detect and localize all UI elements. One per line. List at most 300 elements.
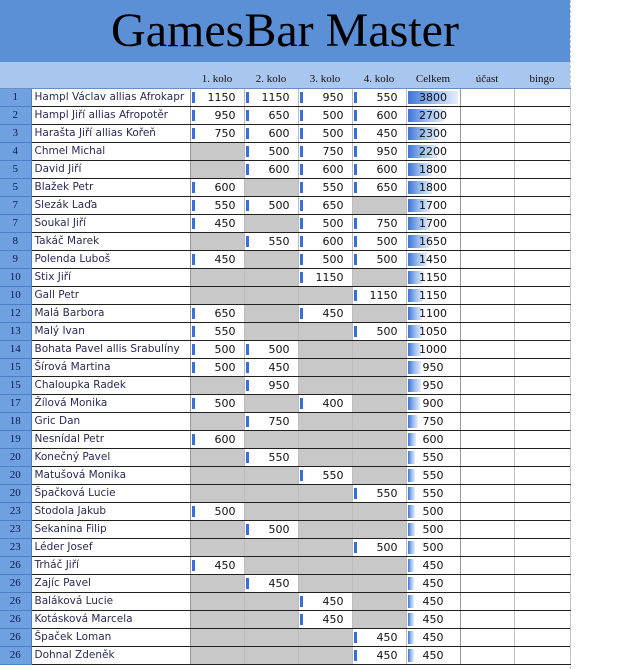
player-name-cell[interactable]: Gric Dan: [31, 413, 190, 431]
bingo-cell[interactable]: [514, 629, 570, 647]
bingo-cell[interactable]: [514, 485, 570, 503]
total-cell[interactable]: [406, 485, 460, 503]
total-value: 1150: [419, 289, 447, 302]
rank-cell[interactable]: 20: [0, 449, 31, 467]
score-kolo-1-cell[interactable]: [190, 629, 244, 647]
score-kolo-3-cell[interactable]: 400: [298, 395, 352, 413]
total-cell[interactable]: [406, 215, 460, 233]
bingo-cell[interactable]: [514, 215, 570, 233]
player-name-cell[interactable]: Chaloupka Radek: [31, 377, 190, 395]
ucast-cell[interactable]: [460, 449, 514, 467]
rank-cell[interactable]: 4: [0, 143, 31, 161]
player-name-cell[interactable]: Malá Barbora: [31, 305, 190, 323]
bingo-cell[interactable]: [514, 143, 570, 161]
bingo-cell[interactable]: [514, 593, 570, 611]
score-kolo-4-cell[interactable]: 550: [352, 485, 406, 503]
rank-cell[interactable]: 26: [0, 611, 31, 629]
score-kolo-4-cell[interactable]: [352, 395, 406, 413]
score-kolo-1-cell[interactable]: 650: [190, 305, 244, 323]
player-name-cell[interactable]: Stix Jiří: [31, 269, 190, 287]
rank-cell[interactable]: 9: [0, 251, 31, 269]
score-kolo-4-cell[interactable]: [352, 197, 406, 215]
score-kolo-2-cell[interactable]: [244, 431, 298, 449]
rank-cell[interactable]: 23: [0, 503, 31, 521]
ucast-cell[interactable]: [460, 557, 514, 575]
rank-cell[interactable]: 26: [0, 647, 31, 665]
player-name-cell[interactable]: Takáč Marek: [31, 233, 190, 251]
bingo-cell[interactable]: [514, 305, 570, 323]
player-name-cell[interactable]: David Jiří: [31, 161, 190, 179]
score-kolo-4-cell[interactable]: [352, 431, 406, 449]
total-cell[interactable]: [406, 449, 460, 467]
score-kolo-4-cell[interactable]: [352, 467, 406, 485]
ucast-cell[interactable]: [460, 593, 514, 611]
score-kolo-2-cell[interactable]: 450: [244, 575, 298, 593]
score-kolo-4-cell[interactable]: [352, 575, 406, 593]
score-kolo-4-cell[interactable]: 950: [352, 143, 406, 161]
bingo-cell[interactable]: [514, 179, 570, 197]
score-kolo-1-cell[interactable]: [190, 611, 244, 629]
ucast-cell[interactable]: [460, 125, 514, 143]
score-kolo-3-cell[interactable]: [298, 377, 352, 395]
player-name-cell[interactable]: Polenda Luboš: [31, 251, 190, 269]
rank-cell[interactable]: 7: [0, 215, 31, 233]
bingo-cell[interactable]: [514, 197, 570, 215]
score-kolo-3-cell[interactable]: [298, 413, 352, 431]
ucast-cell[interactable]: [460, 629, 514, 647]
player-name-cell[interactable]: Baláková Lucie: [31, 593, 190, 611]
total-cell[interactable]: [406, 179, 460, 197]
score-kolo-3-cell[interactable]: [298, 575, 352, 593]
score-kolo-4-cell[interactable]: [352, 557, 406, 575]
header-kolo-4[interactable]: 4. kolo: [352, 71, 406, 89]
score-kolo-1-cell[interactable]: 500: [190, 359, 244, 377]
score-kolo-4-cell[interactable]: [352, 521, 406, 539]
total-cell[interactable]: [406, 125, 460, 143]
score-kolo-4-cell[interactable]: [352, 413, 406, 431]
bingo-cell[interactable]: [514, 413, 570, 431]
score-kolo-3-cell[interactable]: 550: [298, 467, 352, 485]
total-cell[interactable]: [406, 89, 460, 107]
ucast-cell[interactable]: [460, 179, 514, 197]
rank-cell[interactable]: 23: [0, 539, 31, 557]
player-name-cell[interactable]: Špačková Lucie: [31, 485, 190, 503]
score-kolo-4-cell[interactable]: 450: [352, 629, 406, 647]
total-cell[interactable]: [406, 287, 460, 305]
bingo-cell[interactable]: [514, 395, 570, 413]
ucast-cell[interactable]: [460, 467, 514, 485]
score-kolo-3-cell[interactable]: 750: [298, 143, 352, 161]
score-kolo-4-cell[interactable]: 650: [352, 179, 406, 197]
rank-cell[interactable]: 20: [0, 467, 31, 485]
score-kolo-1-cell[interactable]: [190, 287, 244, 305]
total-cell[interactable]: [406, 611, 460, 629]
player-name-cell[interactable]: Trháč Jiří: [31, 557, 190, 575]
score-kolo-3-cell[interactable]: 450: [298, 611, 352, 629]
rank-cell[interactable]: 1: [0, 89, 31, 107]
total-cell[interactable]: [406, 377, 460, 395]
player-name-cell[interactable]: Matušová Monika: [31, 467, 190, 485]
player-name-cell[interactable]: Šírová Martina: [31, 359, 190, 377]
total-cell[interactable]: [406, 467, 460, 485]
player-name-cell[interactable]: Blažek Petr: [31, 179, 190, 197]
bingo-cell[interactable]: [514, 269, 570, 287]
score-kolo-1-cell[interactable]: [190, 575, 244, 593]
rank-cell[interactable]: 26: [0, 629, 31, 647]
ucast-cell[interactable]: [460, 215, 514, 233]
score-kolo-4-cell[interactable]: [352, 341, 406, 359]
total-cell[interactable]: [406, 431, 460, 449]
score-kolo-1-cell[interactable]: [190, 467, 244, 485]
score-kolo-3-cell[interactable]: [298, 449, 352, 467]
score-kolo-2-cell[interactable]: 500: [244, 521, 298, 539]
total-cell[interactable]: [406, 647, 460, 665]
header-kolo-3[interactable]: 3. kolo: [298, 71, 352, 89]
ucast-cell[interactable]: [460, 161, 514, 179]
ucast-cell[interactable]: [460, 611, 514, 629]
bingo-cell[interactable]: [514, 539, 570, 557]
rank-cell[interactable]: 8: [0, 233, 31, 251]
bingo-cell[interactable]: [514, 647, 570, 665]
score-kolo-4-cell[interactable]: [352, 377, 406, 395]
score-kolo-1-cell[interactable]: [190, 521, 244, 539]
bingo-cell[interactable]: [514, 125, 570, 143]
score-kolo-4-cell[interactable]: 500: [352, 323, 406, 341]
bingo-cell[interactable]: [514, 341, 570, 359]
bingo-cell[interactable]: [514, 503, 570, 521]
total-value: 450: [422, 595, 444, 608]
player-name-cell[interactable]: Špaček Loman: [31, 629, 190, 647]
total-cell[interactable]: [406, 359, 460, 377]
score-kolo-2-cell[interactable]: 1150: [244, 89, 298, 107]
rank-cell[interactable]: 3: [0, 125, 31, 143]
score-kolo-3-cell[interactable]: [298, 485, 352, 503]
player-name-cell[interactable]: Bohata Pavel allis Srabulíny: [31, 341, 190, 359]
score-kolo-2-cell[interactable]: [244, 611, 298, 629]
score-kolo-4-cell[interactable]: 600: [352, 161, 406, 179]
score-kolo-3-cell[interactable]: 550: [298, 179, 352, 197]
rank-cell[interactable]: 13: [0, 323, 31, 341]
score-kolo-2-cell[interactable]: 500: [244, 197, 298, 215]
player-name-cell[interactable]: Nesnídal Petr: [31, 431, 190, 449]
rank-cell[interactable]: 12: [0, 305, 31, 323]
score-kolo-2-cell[interactable]: 750: [244, 413, 298, 431]
ucast-cell[interactable]: [460, 323, 514, 341]
score-kolo-1-cell[interactable]: 550: [190, 197, 244, 215]
ucast-cell[interactable]: [460, 377, 514, 395]
score-kolo-2-cell[interactable]: [244, 539, 298, 557]
player-name-cell[interactable]: Kotásková Marcela: [31, 611, 190, 629]
bingo-cell[interactable]: [514, 323, 570, 341]
ucast-cell[interactable]: [460, 521, 514, 539]
score-kolo-1-cell[interactable]: 450: [190, 557, 244, 575]
total-cell[interactable]: [406, 233, 460, 251]
total-cell[interactable]: [406, 521, 460, 539]
player-name-cell[interactable]: Žílová Monika: [31, 395, 190, 413]
total-cell[interactable]: [406, 503, 460, 521]
total-cell[interactable]: [406, 107, 460, 125]
score-kolo-1-cell[interactable]: 500: [190, 503, 244, 521]
total-cell[interactable]: [406, 269, 460, 287]
player-name-cell[interactable]: Harašta Jiří allias Kořeň: [31, 125, 190, 143]
score-kolo-4-cell[interactable]: 450: [352, 647, 406, 665]
score-kolo-2-cell[interactable]: [244, 269, 298, 287]
ucast-cell[interactable]: [460, 539, 514, 557]
ucast-cell[interactable]: [460, 395, 514, 413]
score-kolo-4-cell[interactable]: 600: [352, 107, 406, 125]
score-kolo-1-cell[interactable]: [190, 413, 244, 431]
rank-cell[interactable]: 10: [0, 269, 31, 287]
rank-cell[interactable]: 19: [0, 431, 31, 449]
score-kolo-2-cell[interactable]: [244, 215, 298, 233]
score-kolo-3-cell[interactable]: 1150: [298, 269, 352, 287]
score-kolo-1-cell[interactable]: [190, 647, 244, 665]
score-kolo-3-cell[interactable]: [298, 341, 352, 359]
score-kolo-2-cell[interactable]: [244, 593, 298, 611]
total-cell[interactable]: [406, 539, 460, 557]
score-kolo-3-cell[interactable]: 600: [298, 233, 352, 251]
player-name-cell[interactable]: Zajíc Pavel: [31, 575, 190, 593]
player-name-cell[interactable]: Stodola Jakub: [31, 503, 190, 521]
score-kolo-1-cell[interactable]: [190, 233, 244, 251]
score-kolo-1-cell[interactable]: 600: [190, 431, 244, 449]
ucast-cell[interactable]: [460, 359, 514, 377]
rank-cell[interactable]: 26: [0, 557, 31, 575]
score-kolo-4-cell[interactable]: 1150: [352, 287, 406, 305]
total-cell[interactable]: [406, 593, 460, 611]
total-cell[interactable]: [406, 323, 460, 341]
score-kolo-2-cell[interactable]: [244, 557, 298, 575]
rank-cell[interactable]: 2: [0, 107, 31, 125]
score-kolo-2-cell[interactable]: 550: [244, 233, 298, 251]
score-kolo-4-cell[interactable]: 550: [352, 89, 406, 107]
rank-cell[interactable]: 23: [0, 521, 31, 539]
ucast-cell[interactable]: [460, 341, 514, 359]
score-kolo-1-cell[interactable]: 500: [190, 341, 244, 359]
ucast-cell[interactable]: [460, 107, 514, 125]
rank-cell[interactable]: 5: [0, 161, 31, 179]
total-cell[interactable]: [406, 395, 460, 413]
total-value: 1000: [419, 343, 447, 356]
total-cell[interactable]: [406, 629, 460, 647]
score-kolo-2-cell[interactable]: [244, 395, 298, 413]
score-kolo-1-cell[interactable]: [190, 161, 244, 179]
bingo-cell[interactable]: [514, 251, 570, 269]
score-kolo-3-cell[interactable]: 500: [298, 215, 352, 233]
player-name-cell[interactable]: Dohnal Zdeněk: [31, 647, 190, 665]
player-name-cell[interactable]: Sekanina Filip: [31, 521, 190, 539]
score-kolo-1-cell[interactable]: 950: [190, 107, 244, 125]
score-kolo-1-cell[interactable]: 1150: [190, 89, 244, 107]
total-cell[interactable]: [406, 305, 460, 323]
score-kolo-4-cell[interactable]: [352, 611, 406, 629]
bingo-cell[interactable]: [514, 359, 570, 377]
score-kolo-2-cell[interactable]: [244, 287, 298, 305]
score-kolo-1-cell[interactable]: 450: [190, 251, 244, 269]
score-kolo-1-cell[interactable]: [190, 485, 244, 503]
score-kolo-2-cell[interactable]: 500: [244, 143, 298, 161]
score-kolo-3-cell[interactable]: [298, 431, 352, 449]
score-kolo-4-cell[interactable]: [352, 503, 406, 521]
score-kolo-3-cell[interactable]: [298, 323, 352, 341]
score-kolo-3-cell[interactable]: 500: [298, 251, 352, 269]
score-kolo-3-cell[interactable]: 500: [298, 107, 352, 125]
score-kolo-3-cell[interactable]: [298, 521, 352, 539]
rank-cell[interactable]: 10: [0, 287, 31, 305]
bingo-cell[interactable]: [514, 557, 570, 575]
score-kolo-1-cell[interactable]: [190, 269, 244, 287]
score-kolo-4-cell[interactable]: [352, 593, 406, 611]
player-name-cell[interactable]: Soukal Jiří: [31, 215, 190, 233]
player-name-cell[interactable]: Chmel Michal: [31, 143, 190, 161]
score-kolo-3-cell[interactable]: [298, 629, 352, 647]
bingo-cell[interactable]: [514, 107, 570, 125]
rank-cell[interactable]: 5: [0, 179, 31, 197]
score-kolo-4-cell[interactable]: 500: [352, 233, 406, 251]
header-ucast[interactable]: účast: [460, 71, 514, 89]
score-kolo-2-cell[interactable]: [244, 467, 298, 485]
score-kolo-1-cell[interactable]: [190, 377, 244, 395]
bingo-cell[interactable]: [514, 431, 570, 449]
score-kolo-1-cell[interactable]: [190, 449, 244, 467]
ucast-cell[interactable]: [460, 269, 514, 287]
ucast-cell[interactable]: [460, 197, 514, 215]
header-kolo-2[interactable]: 2. kolo: [244, 71, 298, 89]
player-name-cell[interactable]: Slezák Laďa: [31, 197, 190, 215]
total-cell[interactable]: [406, 413, 460, 431]
score-kolo-2-cell[interactable]: [244, 485, 298, 503]
score-kolo-4-cell[interactable]: 450: [352, 125, 406, 143]
ucast-cell[interactable]: [460, 647, 514, 665]
score-kolo-4-cell[interactable]: 750: [352, 215, 406, 233]
player-name-cell[interactable]: Gall Petr: [31, 287, 190, 305]
score-kolo-2-cell[interactable]: [244, 179, 298, 197]
rank-cell[interactable]: 14: [0, 341, 31, 359]
score-kolo-3-cell[interactable]: [298, 539, 352, 557]
score-kolo-3-cell[interactable]: 500: [298, 125, 352, 143]
score-kolo-3-cell[interactable]: [298, 647, 352, 665]
score-kolo-2-cell[interactable]: [244, 647, 298, 665]
bingo-cell[interactable]: [514, 233, 570, 251]
score-kolo-4-cell[interactable]: 500: [352, 539, 406, 557]
player-name-cell[interactable]: Konečný Pavel: [31, 449, 190, 467]
bingo-cell[interactable]: [514, 161, 570, 179]
score-kolo-3-cell[interactable]: 650: [298, 197, 352, 215]
ucast-cell[interactable]: [460, 305, 514, 323]
score-kolo-2-cell[interactable]: 550: [244, 449, 298, 467]
bingo-cell[interactable]: [514, 575, 570, 593]
score-kolo-2-cell[interactable]: [244, 305, 298, 323]
rank-cell[interactable]: 18: [0, 413, 31, 431]
score-kolo-2-cell[interactable]: [244, 323, 298, 341]
ucast-cell[interactable]: [460, 431, 514, 449]
score-kolo-3-cell[interactable]: 450: [298, 305, 352, 323]
total-cell[interactable]: [406, 143, 460, 161]
score-kolo-4-cell[interactable]: [352, 359, 406, 377]
score-kolo-4-cell[interactable]: [352, 269, 406, 287]
rank-cell[interactable]: 15: [0, 359, 31, 377]
score-kolo-1-cell[interactable]: [190, 143, 244, 161]
table-row: [0, 341, 570, 359]
total-cell[interactable]: [406, 341, 460, 359]
bingo-cell[interactable]: [514, 521, 570, 539]
score-kolo-3-cell[interactable]: 600: [298, 161, 352, 179]
ucast-cell[interactable]: [460, 89, 514, 107]
score-kolo-2-cell[interactable]: 500: [244, 341, 298, 359]
rank-cell[interactable]: 7: [0, 197, 31, 215]
ucast-cell[interactable]: [460, 233, 514, 251]
rank-cell[interactable]: 26: [0, 593, 31, 611]
player-name-cell[interactable]: Hampl Jiří allias Afropotěr: [31, 107, 190, 125]
bingo-cell[interactable]: [514, 287, 570, 305]
bingo-cell[interactable]: [514, 467, 570, 485]
score-kolo-4-cell[interactable]: [352, 449, 406, 467]
score-kolo-1-cell[interactable]: [190, 593, 244, 611]
player-name-cell[interactable]: Malý Ivan: [31, 323, 190, 341]
score-kolo-4-cell[interactable]: [352, 305, 406, 323]
score-kolo-1-cell[interactable]: 500: [190, 395, 244, 413]
score-kolo-3-cell[interactable]: [298, 503, 352, 521]
score-kolo-1-cell[interactable]: 600: [190, 179, 244, 197]
score-kolo-2-cell[interactable]: 600: [244, 125, 298, 143]
score-kolo-3-cell[interactable]: [298, 287, 352, 305]
score-kolo-3-cell[interactable]: 950: [298, 89, 352, 107]
bingo-cell[interactable]: [514, 611, 570, 629]
header-celkem[interactable]: Celkem: [406, 71, 460, 89]
total-cell[interactable]: [406, 197, 460, 215]
header-bingo[interactable]: bingo: [514, 71, 570, 89]
total-cell[interactable]: [406, 557, 460, 575]
score-kolo-3-cell[interactable]: [298, 359, 352, 377]
score-kolo-2-cell[interactable]: 600: [244, 161, 298, 179]
total-cell[interactable]: [406, 161, 460, 179]
score-kolo-2-cell[interactable]: 950: [244, 377, 298, 395]
ucast-cell[interactable]: [460, 413, 514, 431]
ucast-cell[interactable]: [460, 575, 514, 593]
player-name-cell[interactable]: Léder Josef: [31, 539, 190, 557]
bingo-cell[interactable]: [514, 377, 570, 395]
total-cell[interactable]: [406, 251, 460, 269]
score-kolo-3-cell[interactable]: 450: [298, 593, 352, 611]
score-kolo-2-cell[interactable]: [244, 503, 298, 521]
score-kolo-2-cell[interactable]: 450: [244, 359, 298, 377]
ucast-cell[interactable]: [460, 485, 514, 503]
ucast-cell[interactable]: [460, 143, 514, 161]
header-kolo-1[interactable]: 1. kolo: [190, 71, 244, 89]
score-kolo-4-cell[interactable]: 500: [352, 251, 406, 269]
bingo-cell[interactable]: [514, 89, 570, 107]
bingo-cell[interactable]: [514, 449, 570, 467]
total-cell[interactable]: [406, 575, 460, 593]
score-kolo-1-cell[interactable]: [190, 539, 244, 557]
score-kolo-2-cell[interactable]: 650: [244, 107, 298, 125]
ucast-cell[interactable]: [460, 287, 514, 305]
rank-cell[interactable]: 26: [0, 575, 31, 593]
rank-cell[interactable]: 20: [0, 485, 31, 503]
score-kolo-2-cell[interactable]: [244, 629, 298, 647]
ucast-cell[interactable]: [460, 503, 514, 521]
table-row: [0, 143, 570, 161]
score-kolo-1-cell[interactable]: 450: [190, 215, 244, 233]
rank-cell[interactable]: 17: [0, 395, 31, 413]
score-kolo-2-cell[interactable]: [244, 251, 298, 269]
rank-cell[interactable]: 15: [0, 377, 31, 395]
ucast-cell[interactable]: [460, 251, 514, 269]
score-kolo-3-cell[interactable]: [298, 557, 352, 575]
score-kolo-1-cell[interactable]: 750: [190, 125, 244, 143]
score-kolo-1-cell[interactable]: 550: [190, 323, 244, 341]
player-name-cell[interactable]: Hampl Václav allias Afrokapr: [31, 89, 190, 107]
